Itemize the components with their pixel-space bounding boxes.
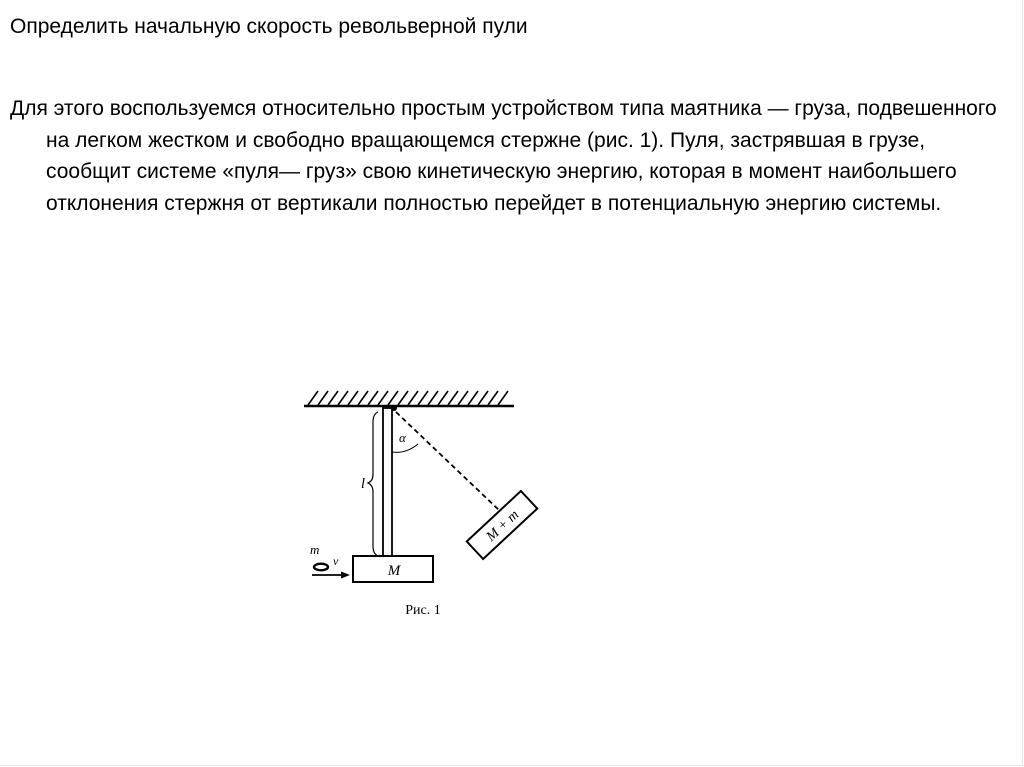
slide-title: Определить начальную скорость револьверной пули [10, 15, 528, 38]
length-label: l [360, 476, 365, 492]
velocity-label: v [333, 554, 339, 568]
bullet [314, 564, 328, 571]
angle-label: α [399, 430, 406, 445]
pendulum-figure [296, 382, 556, 628]
deflected-rod-dashed [396, 412, 501, 512]
figure-caption: Рис. 1 [405, 603, 441, 618]
bullet-mass-label: m [310, 542, 320, 557]
ceiling-hatching [308, 391, 508, 405]
slide-paragraph: Для этого воспользуемся относительно простым устройством типа маятника — груза, подвешенного на легком жестком и свободно вращающемся стержне (рис. 1). Пуля, застрявшая в грузе, сообщит системе «пуля— груз» свою кинетическую энергию, которая в момент наибольшего отклонения стержня от вертикали полностью перейдет в потенциальную энергию системы. [10, 97, 997, 215]
block-mass-label: M [387, 563, 401, 579]
velocity-arrow-head [341, 572, 350, 579]
length-brace [368, 412, 378, 556]
pendulum-rod [383, 408, 392, 556]
deflected-block [467, 491, 537, 559]
combined-mass-label: M + m [483, 507, 523, 545]
pendulum-diagram [296, 382, 556, 628]
angle-arc [392, 444, 418, 452]
